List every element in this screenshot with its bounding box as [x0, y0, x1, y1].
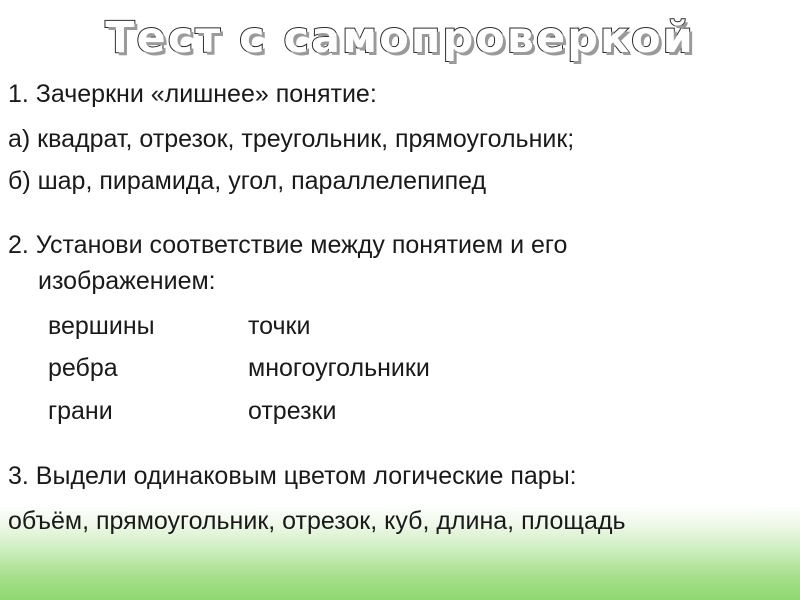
task1-heading: 1. Зачеркни «лишнее» понятие:	[8, 80, 377, 108]
task2-image: отрезки	[248, 397, 337, 425]
task2-term: грани	[48, 397, 113, 425]
slide-title: Тест с самопроверкой	[105, 13, 695, 63]
task2-term: ребра	[48, 354, 118, 382]
task3-heading: 3. Выдели одинаковым цветом логические пары:	[8, 462, 577, 490]
task3-words: объём, прямоугольник, отрезок, куб, длина, площадь	[8, 507, 626, 535]
task2-heading-line1: 2. Установи соответствие между понятием и его	[8, 231, 568, 259]
task2-image: точки	[248, 312, 311, 340]
task1-item-b: б) шар, пирамида, угол, параллелепипед	[8, 167, 487, 195]
task2-term: вершины	[48, 312, 155, 340]
task2-heading-line2: изображением:	[38, 267, 216, 295]
task2-image: многоугольники	[248, 354, 430, 382]
task1-item-a: а) квадрат, отрезок, треугольник, прямоугольник;	[8, 125, 575, 153]
